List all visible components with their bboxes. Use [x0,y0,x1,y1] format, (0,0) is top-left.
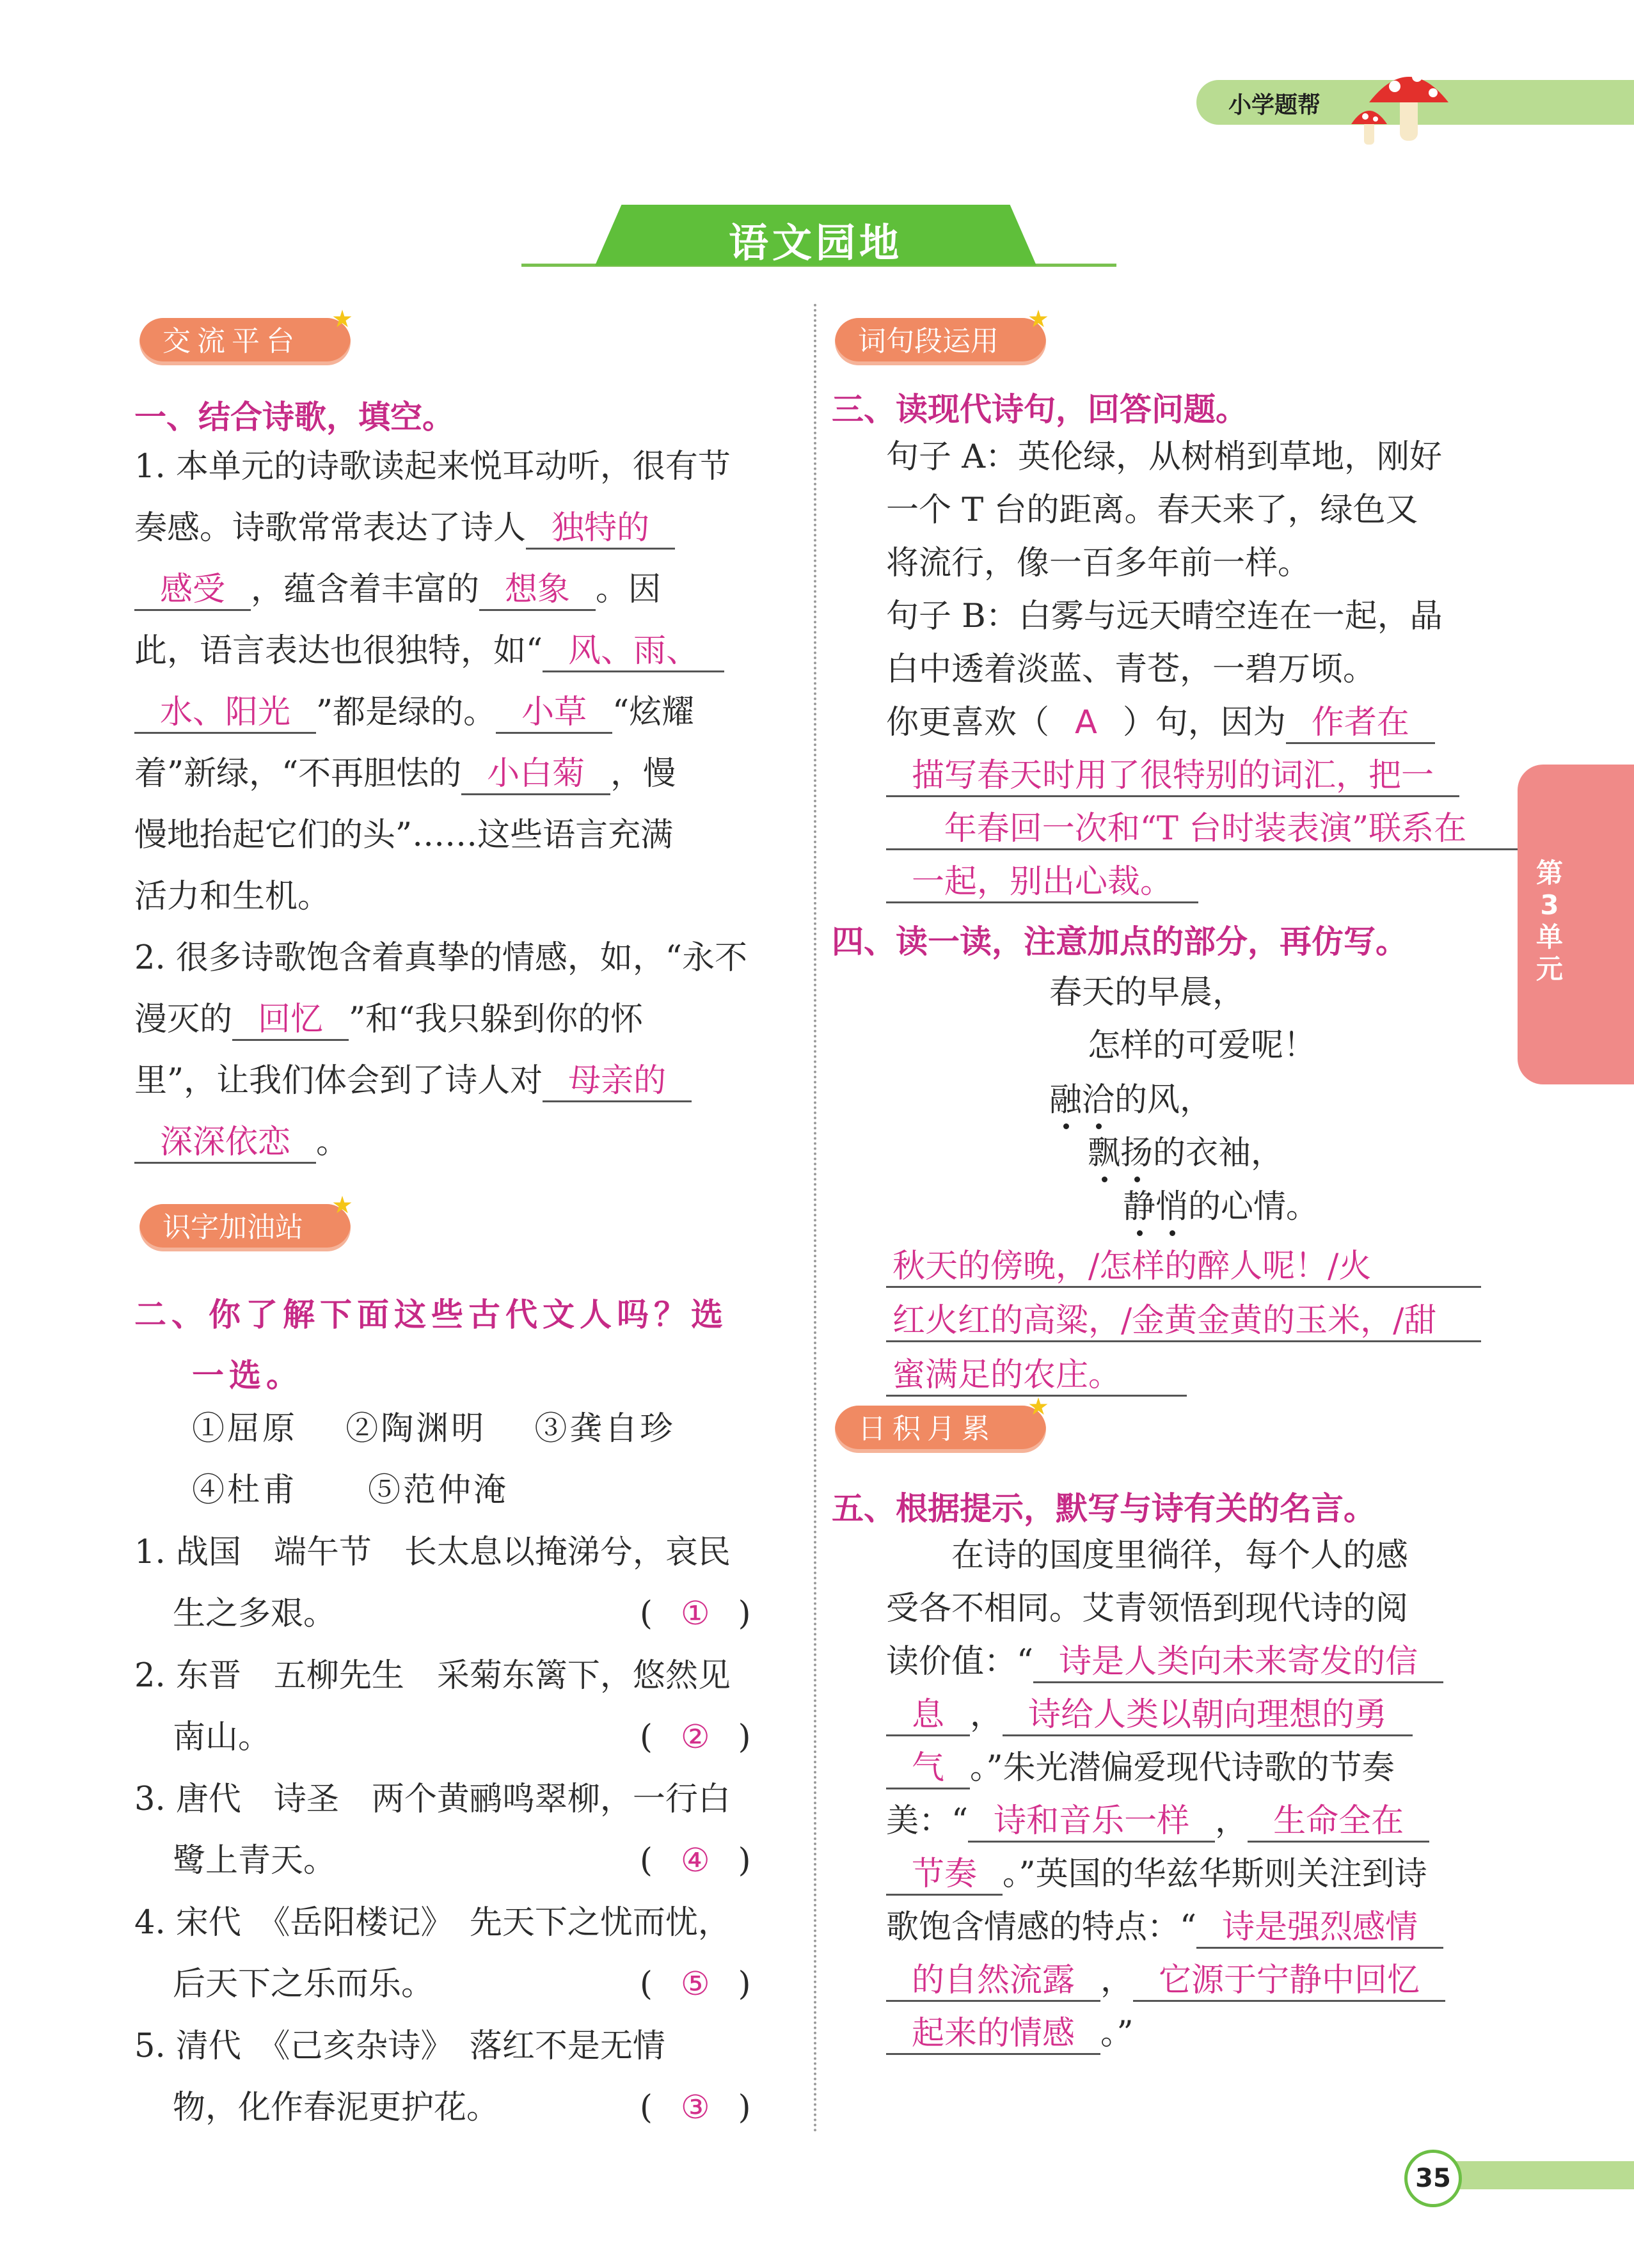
emphasis-dot [1063,1123,1069,1129]
answer-blank[interactable]: 一起，别出心裁。 [886,863,1198,903]
text-segment: 一个 T 台的距离。春天来了，绿色又 [886,491,1418,529]
text-segment: 读价值：“ [886,1643,1034,1681]
answer-blank[interactable]: 诗是强烈感情 [1196,1908,1443,1949]
match-item-line: 物，化作春泥更护花。 [173,2089,500,2127]
text-line [886,1962,1445,2002]
text-line [886,2015,1134,2055]
question-3-heading: 三、读现代诗句，回答问题。 [832,391,1248,428]
answer-choice[interactable]: ⑤ [680,1965,710,2003]
answer-choice[interactable]: ④ [680,1842,710,1880]
match-item-line: 鹭上青天。 [173,1842,337,1880]
answer-line[interactable] [886,1248,1481,1288]
match-item-line: 南山。 [173,1718,271,1756]
answer-blank[interactable]: 深深依恋 [134,1123,316,1164]
text-line [886,1855,1427,1896]
answer-blank[interactable]: 小草 [496,694,612,734]
text-line [134,1062,692,1102]
text-segment: 歌饱含情感的特点：“ [886,1908,1197,1946]
text-segment: 受各不相同。艾青领悟到现代诗的阅 [886,1590,1409,1628]
section-tag-exchange: 交流平台 [139,318,351,365]
answer-blank[interactable]: 气 [886,1749,970,1789]
emphasis-dot [1096,1123,1102,1129]
text-line [886,438,1442,477]
text-segment: 美：“ [886,1802,969,1840]
answer-text[interactable]: 秋天的傍晚，/怎样的醉人呢！/火 [886,1248,1481,1288]
answer-blank[interactable]: 生命全在 [1248,1802,1429,1843]
text-segment: 。” [1100,2015,1134,2052]
text-segment: 。 [316,1123,349,1161]
text-line [886,863,1198,903]
answer-blank[interactable]: 诗是人类向未来寄发的信 [1033,1643,1443,1683]
text-line [134,939,747,978]
answer-blank[interactable]: 小白菊 [461,755,610,795]
answer-blank[interactable]: 的自然流露 [886,1962,1100,2002]
text-line [134,816,673,855]
text-segment: 。因 [596,571,662,608]
answer-paren[interactable]: ( ② ) [640,1718,751,1756]
text-line [134,1001,643,1041]
match-item-line: 后天下之乐而乐。 [173,1965,434,2003]
text-line [134,571,661,611]
answer-blank[interactable]: 母亲的 [543,1062,692,1102]
question-2-options: ④杜甫 ⑤范仲淹 [192,1471,509,1509]
text-line [886,598,1443,636]
section-tag-words: 词句段运用 [835,318,1046,365]
text-line [886,1537,1408,1575]
text-segment: ”都是绿的。 [316,694,496,731]
emphasis-dot [1102,1177,1107,1182]
text-segment: 将流行，像一百多年前一样。 [886,544,1311,582]
text-segment: ， [1100,1962,1134,1999]
text-segment: 。”英国的华兹华斯则关注到诗 [1003,1855,1427,1893]
poem-line: 春天的早晨， [1049,974,1246,1011]
text-line [134,448,731,486]
answer-line[interactable] [886,1302,1481,1342]
answer-text[interactable]: 红火红的高粱，/金黄金黄的玉米，/甜 [886,1302,1481,1342]
text-segment: ，慢 [610,755,676,793]
answer-blank[interactable]: 诗和音乐一样 [968,1802,1215,1843]
answer-blank[interactable]: 独特的 [526,509,675,550]
text-line [134,694,694,734]
text-segment: ，蕴含着丰富的 [251,571,480,608]
text-line [886,1643,1443,1683]
text-segment: 着”新绿，“不再胆怯的 [134,755,462,793]
answer-choice[interactable]: ② [680,1718,710,1756]
text-segment: 慢地抬起它们的头”……这些语言充满 [134,816,674,854]
answer-paren[interactable]: ( ⑤ ) [640,1965,751,2003]
answer-blank[interactable]: 想象 [479,571,596,611]
question-2-options: ①屈原 ②陶渊明 ③龚自珍 [192,1410,676,1448]
text-segment: 活力和生机。 [134,878,331,916]
text-line [886,810,1525,850]
match-item-line: 生之多艰。 [173,1595,337,1633]
text-line [134,509,675,550]
brand-name: 小学题帮 [1228,92,1321,118]
column-divider [814,304,816,2134]
answer-blank[interactable]: 息 [886,1696,970,1736]
text-segment: ， [1215,1802,1248,1840]
text-segment: 白中透着淡蓝、青苍，一碧万顷。 [886,651,1376,688]
question-5-heading: 五、根据提示，默写与诗有关的名言。 [832,1490,1376,1527]
text-line [134,1123,349,1164]
answer-paren[interactable]: ( ④ ) [640,1842,751,1880]
text-segment: 句子 B：白雾与远天晴空连在一起，晶 [886,598,1443,635]
text-segment: ）句，因为 [1122,704,1286,741]
page-number: 35 [1404,2150,1462,2207]
text-segment: ， [970,1696,1003,1734]
poem-line: 怎样的可爱呢！ [1088,1027,1317,1065]
answer-blank[interactable]: 节奏 [886,1855,1003,1896]
text-line [886,1590,1408,1628]
text-line [886,1802,1429,1843]
answer-line[interactable] [886,1356,1187,1397]
text-segment: 。”朱光潜偏爱现代诗歌的节奏 [970,1749,1395,1787]
footer-bar [1433,2161,1634,2189]
answer-choice[interactable]: ① [680,1595,710,1633]
section-tag-literacy: 识字加油站 [139,1204,351,1251]
text-line [886,757,1459,797]
text-segment: 句子 A：英伦绿，从树梢到草地，刚好 [886,438,1443,476]
question-4-heading: 四、读一读，注意加点的部分，再仿写。 [832,923,1408,960]
text-segment: 奏感。诗歌常常表达了诗人 [134,509,527,547]
text-segment: 此，语言表达也很独特，如“ [134,632,543,670]
answer-blank[interactable]: 它源于宁静中回忆 [1133,1962,1445,2002]
answer-blank[interactable]: 风、雨、 [543,632,724,672]
emphasis-dot [1134,1177,1140,1182]
answer-text[interactable]: 蜜满足的农庄。 [886,1356,1187,1397]
answer-choice[interactable]: ③ [680,2089,710,2127]
poem-line: 飘扬的衣袖， [1088,1134,1284,1172]
text-line [886,704,1435,744]
answer-blank[interactable]: 年春回一次和“T 台时装表演”联系在 [886,810,1525,850]
answer-blank[interactable]: 起来的情感 [886,2015,1100,2055]
text-line [886,544,1310,583]
section-tag-accumulate: 日积月累 [835,1406,1046,1453]
text-segment: ”和“我只躲到你的怀 [349,1001,644,1038]
text-line [886,1696,1413,1736]
question-2-heading-cont: 一选。 [192,1357,303,1394]
text-line [134,755,676,795]
text-line [134,632,724,672]
poem-line: 静悄的心情。 [1123,1188,1319,1226]
answer-blank[interactable]: 作者在 [1286,704,1435,744]
match-item-line: 5. 清代 《己亥杂诗》 落红不是无情 [134,2027,665,2065]
answer-choice[interactable]: A [1075,704,1097,741]
text-segment: 漫灭的 [134,1001,233,1038]
answer-blank[interactable]: 回忆 [232,1001,349,1041]
question-1-heading: 一、结合诗歌，填空。 [134,399,454,436]
unit-label: 第 3 单 元 [1535,857,1563,985]
emphasis-dot [1137,1230,1143,1236]
match-item-line: 2. 东晋 五柳先生 采菊东篱下，悠然见 [134,1657,731,1695]
text-segment: 2. 很多诗歌饱含着真挚的情感，如，“永不 [134,939,747,977]
answer-blank[interactable]: 水、阳光 [134,694,316,734]
text-segment: 里”，让我们体会到了诗人对 [134,1062,543,1100]
text-line [886,1908,1443,1949]
match-item-line: 3. 唐代 诗圣 两个黄鹂鸣翠柳，一行白 [134,1780,731,1818]
text-line [886,491,1418,530]
answer-blank[interactable]: 诗给人类以朝向理想的勇 [1003,1696,1413,1736]
answer-blank[interactable]: 描写春天时用了很特别的词汇，把一 [886,757,1459,797]
question-2-heading: 二、你了解下面这些古代文人吗？选 [134,1296,728,1333]
poem-line: 融洽的风， [1049,1081,1213,1119]
answer-blank[interactable]: 感受 [134,571,251,611]
emphasis-dot [1170,1230,1175,1236]
mushroom-icon [1350,58,1471,147]
text-segment: 你更喜欢（ [886,704,1050,741]
match-item-line: 1. 战国 端午节 长太息以掩涕兮，哀民 [134,1534,731,1571]
text-segment: 在诗的国度里徜徉，每个人的感 [886,1537,1409,1574]
answer-paren[interactable]: ( ③ ) [640,2089,751,2127]
text-line [134,878,330,916]
answer-paren[interactable]: ( ① ) [640,1595,751,1633]
text-line [886,651,1376,689]
text-segment: 1. 本单元的诗歌读起来悦耳动听，很有节 [134,448,731,486]
match-item-line: 4. 宋代 《岳阳楼记》 先天下之忧而忧， [134,1904,731,1942]
text-line [886,1749,1395,1789]
text-segment: “炫耀 [612,694,695,731]
page-title: 语文园地 [728,219,903,266]
